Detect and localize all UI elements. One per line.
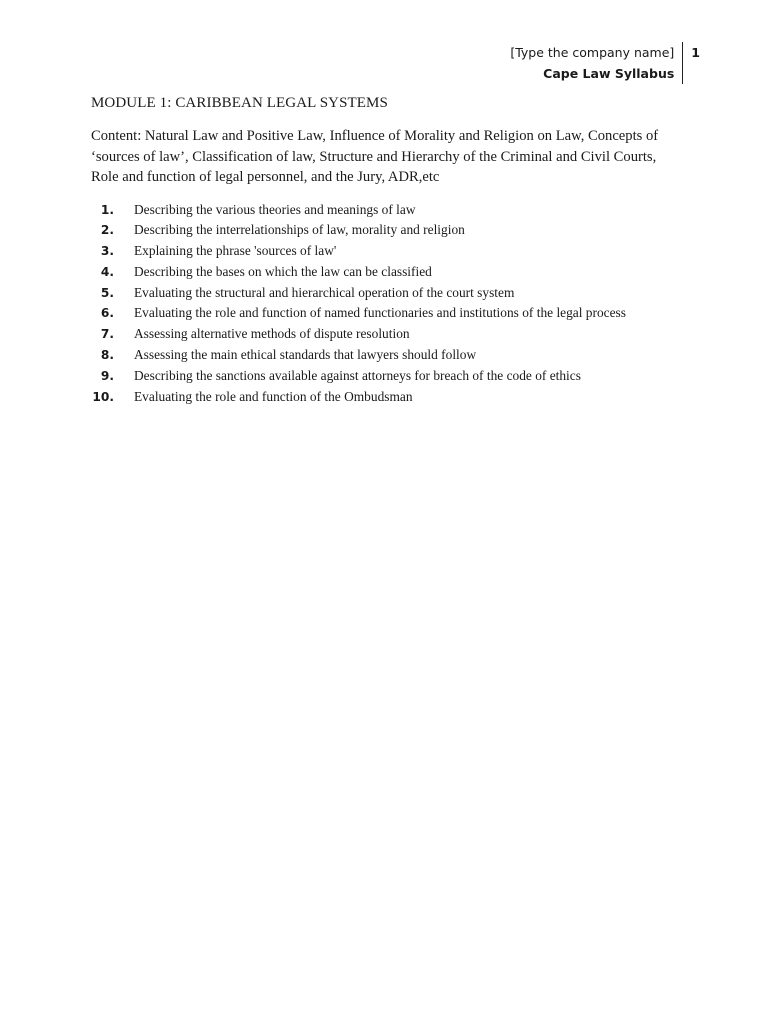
content-line: Content: Natural Law and Positive Law, Influence of Morality and Religion on Law, Concepts of [91, 128, 659, 144]
list-item-text: Describing the bases on which the law can be classified [134, 263, 432, 279]
list-item [91, 345, 691, 366]
list-item-number: 10. [92, 389, 114, 404]
list-item [91, 387, 691, 408]
page-number: 1 [691, 45, 700, 60]
list-item-number: 6. [100, 306, 114, 321]
list-item [91, 324, 691, 345]
module-title: MODULE 1: CARIBBEAN LEGAL SYSTEMS [91, 95, 388, 111]
list-item-text: Evaluating the structural and hierarchical operation of the court system [134, 284, 515, 300]
header-company-name: [Type the company name] [510, 45, 675, 60]
list-item [91, 262, 691, 283]
list-item [91, 241, 691, 262]
list-item-text: Assessing the main ethical standards that lawyers should follow [134, 347, 477, 363]
list-item-text: Describing the sanctions available against attorneys for breach of the code of ethics [134, 367, 581, 383]
list-item-number: 1. [100, 202, 114, 217]
list-item-number: 4. [100, 264, 114, 279]
list-item-number: 9. [100, 368, 114, 383]
list-item-number: 7. [100, 327, 114, 342]
content-paragraph [91, 126, 691, 188]
list-item-number: 2. [100, 223, 114, 238]
list-item-number: 5. [100, 285, 114, 300]
content-line: ‘sources of law’, Classification of law, Structure and Hierarchy of the Criminal and Civil Courts, [91, 148, 657, 165]
list-item-text: Describing the interrelationships of law, morality and religion [134, 222, 465, 238]
list-item [91, 283, 691, 304]
list-item-number: 8. [100, 348, 114, 363]
list-item [91, 200, 691, 221]
objectives-list [91, 200, 691, 408]
list-item [91, 366, 691, 387]
header-text-block [510, 42, 683, 84]
content-line: Role and function of legal personnel, and the Jury, ADR,etc [91, 169, 440, 185]
list-item [91, 303, 691, 324]
list-item-text: Evaluating the role and function of named functionaries and institutions of the legal process [134, 305, 626, 321]
list-item-number: 3. [100, 244, 114, 259]
page-content [91, 93, 691, 407]
list-item-text: Explaining the phrase 'sources of law' [134, 243, 337, 259]
page-header [510, 42, 700, 84]
header-document-title: Cape Law Syllabus [543, 66, 675, 81]
list-item-text: Assessing alternative methods of dispute resolution [134, 326, 410, 342]
list-item-text: Evaluating the role and function of the Ombudsman [134, 388, 413, 404]
list-item [91, 220, 691, 241]
list-item-text: Describing the various theories and meanings of law [134, 201, 416, 217]
